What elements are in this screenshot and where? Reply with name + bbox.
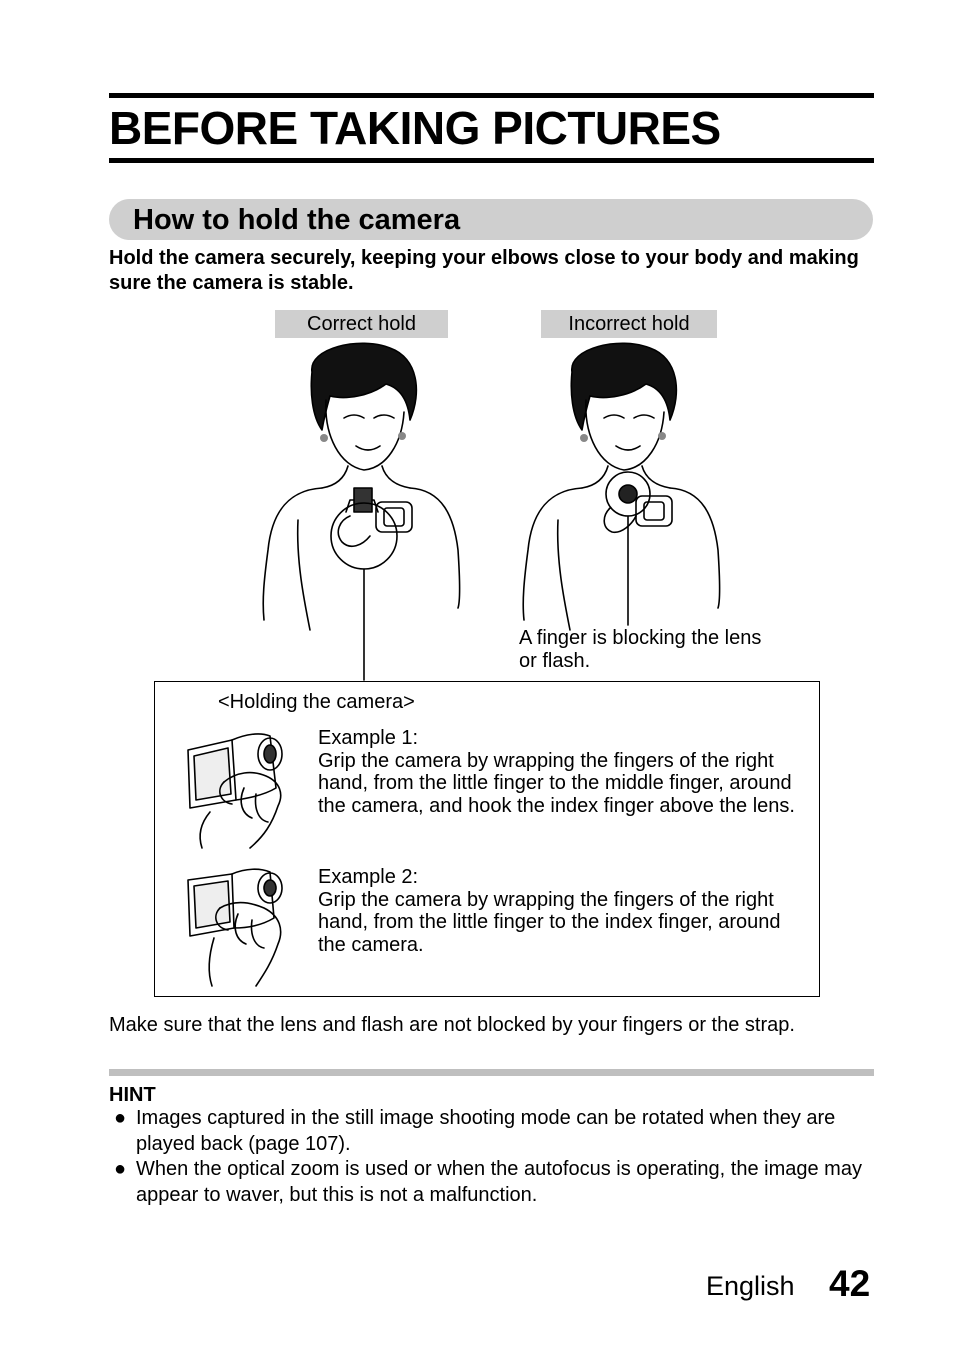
bullet-icon: ● [114,1158,127,1180]
section-title: How to hold the camera [133,204,461,236]
holding-example-2 [318,866,808,956]
example-2-text: Grip the camera by wrapping the fingers of the right hand, from the little finger to the index finger, around the camera. [318,888,781,956]
hint-rule [109,1069,874,1076]
caution-text: Make sure that the lens and flash are not blocked by your fingers or the strap. [109,1014,795,1036]
page-title: BEFORE TAKING PICTURES [109,102,721,154]
person-incorrect-hold [523,343,719,630]
example-1-text: Grip the camera by wrapping the fingers of the right hand, from the little finger to the middle finger, around the camera, and hook the index finger above the lens. [318,749,795,817]
example-2-label: Example 2: [318,866,419,888]
hand-grip-example-1-illustration [180,728,292,850]
hint-item-text: When the optical zoom is used or when the autofocus is operating, the image may appear to waver, but this is not a malfunction. [136,1158,862,1206]
page-number: 42 [829,1263,871,1304]
hint-item [109,1157,874,1208]
correct-hold-label: Correct hold [275,310,448,338]
example-1-label: Example 1: [318,727,419,749]
finger-blocking-note: A finger is blocking the lens or flash. [519,627,762,672]
title-rule-bottom [109,158,874,163]
hint-title: HINT [109,1084,156,1106]
holding-camera-title: <Holding the camera> [218,691,415,713]
hand-grip-example-2-illustration [180,866,292,988]
holding-example-1 [318,727,808,817]
hint-item [109,1106,874,1157]
incorrect-hold-label: Incorrect hold [541,310,717,338]
title-rule-top [109,93,874,98]
footer-language: English [706,1271,795,1301]
hint-item-text: Images captured in the still image shooting mode can be rotated when they are played back (page 107). [136,1107,836,1155]
bullet-icon: ● [114,1107,127,1129]
person-correct-hold [263,343,459,680]
hint-list [109,1106,874,1208]
section-lead: Hold the camera securely, keeping your elbows close to your body and making sure the camera is stable. [109,247,859,294]
